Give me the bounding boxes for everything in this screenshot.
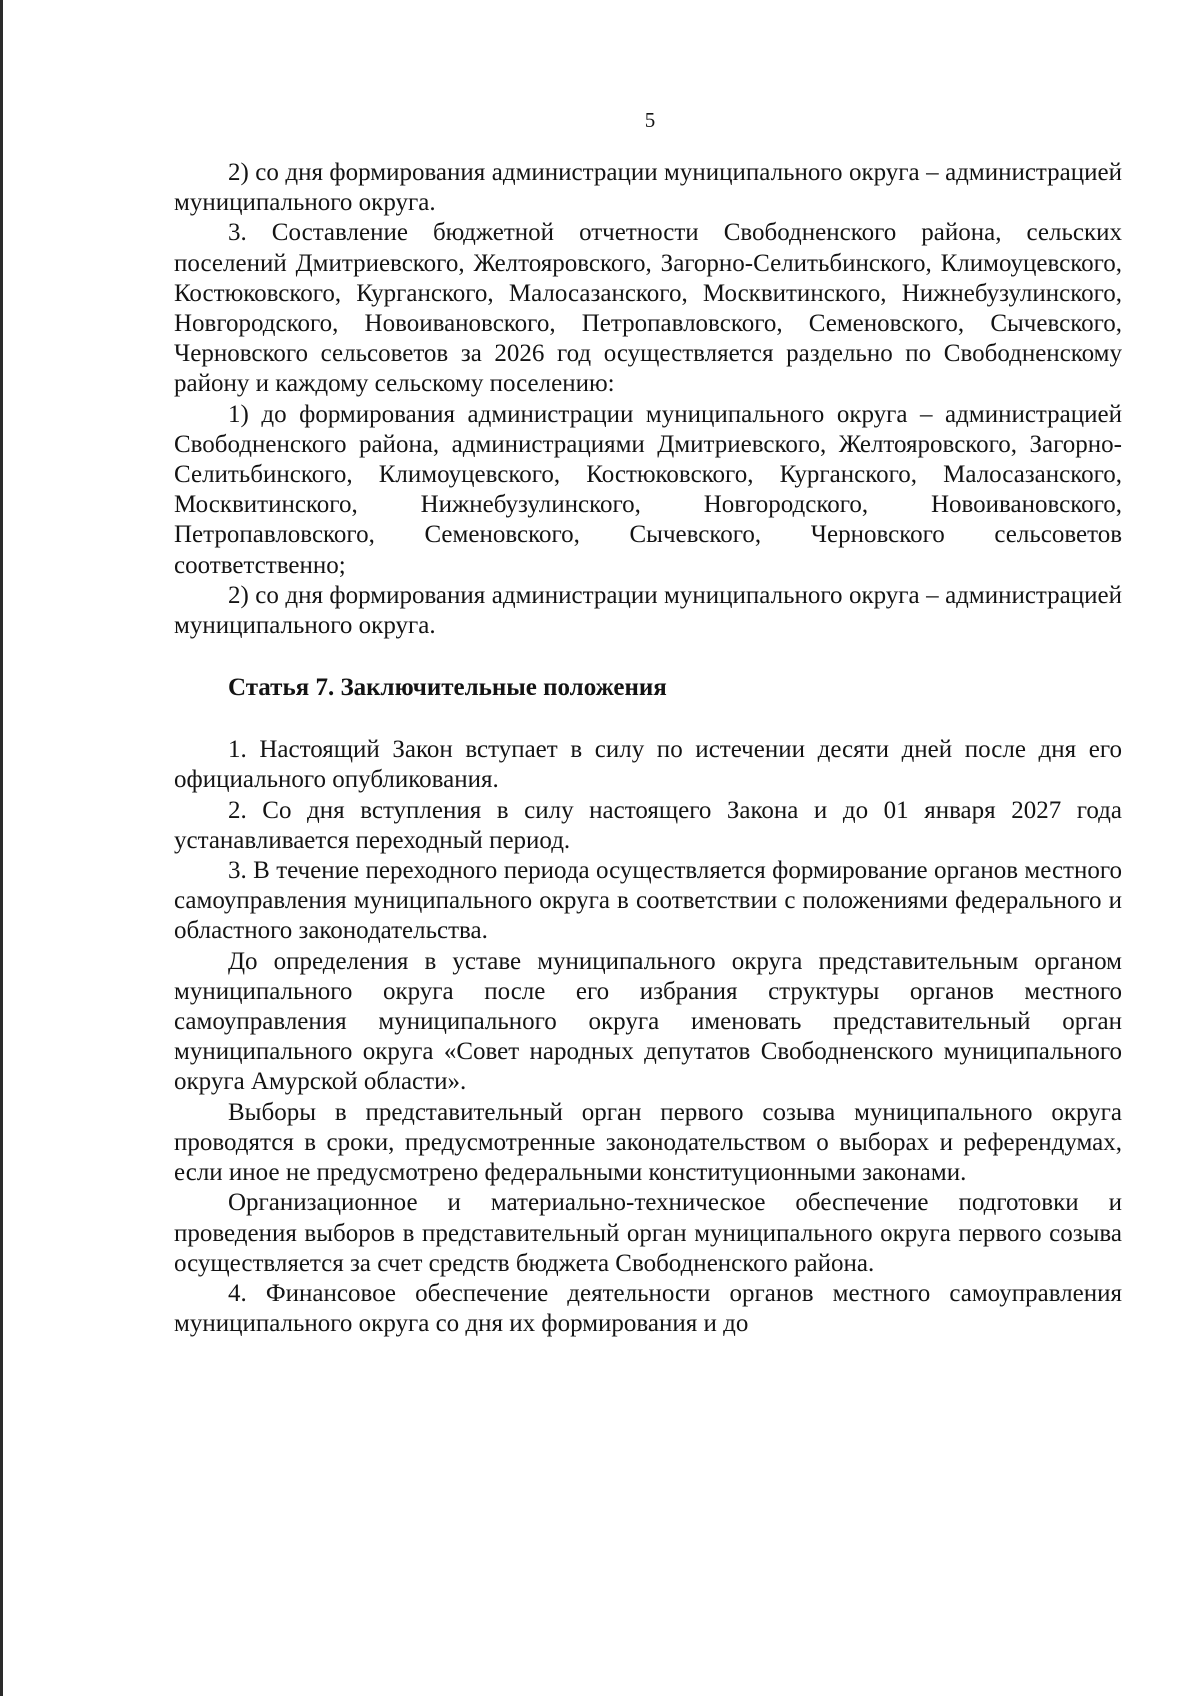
paragraph: 3. В течение переходного периода осуществляется формирование органов местного самоуправления муниципального округа в соответствии с положениями федерального и областного законодательства. bbox=[174, 857, 1122, 945]
paragraph: Выборы в представительный орган первого созыва муниципального округа проводятся в сроки, предусмотренные законодательством о выборах и референдумах, если иное не предусмотрено федеральными конституционными законами. bbox=[174, 1098, 1122, 1187]
section-gap bbox=[174, 641, 1122, 673]
scan-edge bbox=[0, 0, 3, 1696]
paragraph: 3. Составление бюджетной отчетности Свободненского района, сельских поселений Дмитриевского, Желтояровского, Загорно-Селитьбинского, Климоуцевского, Костюковского, Курганского, Малосазанского, Москвитинского, Нижнебузулинского, Новгородского, Новоивановского, Петропавловского, Семеновского, Сычевского, Черновского сельсоветов за 2026 год осуществляется раздельно по Свободненскому району и каждому сельскому поселению: bbox=[174, 219, 1122, 398]
paragraph: 1. Настоящий Закон вступает в силу по истечении десяти дней после дня его официального опубликования. bbox=[174, 736, 1122, 794]
paragraph: 2) со дня формирования администрации муниципального округа – администрацией муниципального округа. bbox=[174, 159, 1122, 217]
paragraph: 1) до формирования администрации муниципального округа – администрацией Свободненского района, администрациями Дмитриевского, Желтояровского, Загорно-Селитьбинского, Климоуцевского, Костюковского, Курганского, Малосазанского, Москвитинского, Нижнебузулинского, Новгородского, Новоивановского, Петропавловского, Семеновского, Сычевского, Черновского сельсоветов соответственно; bbox=[174, 400, 1122, 579]
paragraph: 4. Финансовое обеспечение деятельности органов местного самоуправления муниципального округа со дня их формирования и до bbox=[174, 1279, 1122, 1338]
paragraph: 2) со дня формирования администрации муниципального округа – администрацией муниципального округа. bbox=[174, 581, 1122, 640]
page-number: 5 bbox=[644, 108, 656, 132]
document-body bbox=[174, 158, 1122, 1339]
article-heading: Статья 7. Заключительные положения bbox=[228, 674, 667, 702]
section-gap bbox=[174, 703, 1122, 735]
paragraph: До определения в уставе муниципального округа представительным органом муниципального округа после его избрания структуры органов местного самоуправления муниципального округа именовать представительный орган муниципального округа «Совет народных депутатов Свободненского муниципального округа Амурской области». bbox=[174, 947, 1122, 1096]
paragraph: 2. Со дня вступления в силу настоящего Закона и до 01 января 2027 года устанавливается переходный период. bbox=[174, 796, 1122, 854]
paragraph: Организационное и материально-техническое обеспечение подготовки и проведения выборов в представительный орган муниципального округа первого созыва осуществляется за счет средств бюджета Свободненского района. bbox=[174, 1189, 1122, 1277]
